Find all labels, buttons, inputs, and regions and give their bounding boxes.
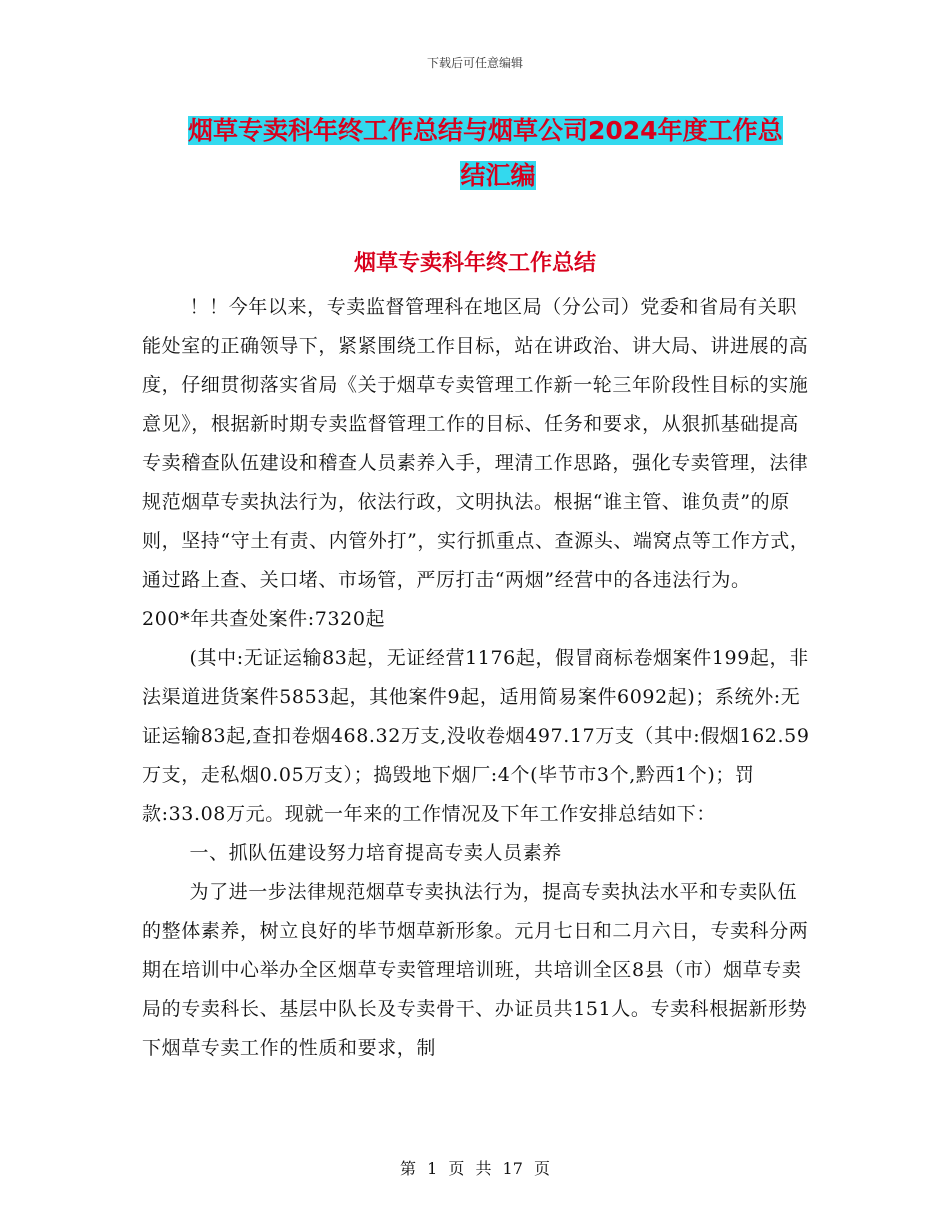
paragraph-case-total: 200*年共查处案件:7320起 (142, 608, 386, 630)
document-title-line-2-text: 结汇编 (460, 161, 536, 190)
document-body (142, 288, 810, 1068)
document-title-line-1 (188, 108, 808, 153)
section-title: 烟草专卖科年终工作总结 (353, 251, 596, 276)
paragraph-intro: ！！今年以来，专卖监督管理科在地区局（分公司）党委和省局有关职能处室的正确领导下，紧紧围绕工作目标，站在讲政治、讲大局、讲进展的高度，仔细贯彻落实省局《关于烟草专卖管理工作新一轮三年阶段性目标的实施意见》，根据新时期专卖监督管理工作的目标、任务和要求，从狠抓基础提高专卖稽查队伍建设和稽查人员素养入手，理清工作思路，强化专卖管理，法律规范烟草专卖执法行为，依法行政，文明执法。根据“谁主管、谁负责”的原则，坚持“守土有责、内管外打”，实行抓重点、查源头、端窝点等工作方式，通过路上查、关口堵、市场管，严厉打击“两烟”经营中的各违法行为。 (142, 296, 810, 591)
document-title-line-2 (188, 153, 808, 198)
paragraph-training: 为了进一步法律规范烟草专卖执法行为，提高专卖执法水平和专卖队伍的整体素养，树立良好的毕节烟草新形象。元月七日和二月六日，专卖科分两期在培训中心举办全区烟草专卖管理培训班，共培训全区8县（市）烟草专卖局的专卖科长、基层中队长及专卖骨干、办证员共151人。专卖科根据新形势下烟草专卖工作的性质和要求，制 (142, 881, 809, 1059)
paragraph-case-breakdown: (其中:无证运输83起，无证经营1176起，假冒商标卷烟案件199起，非法渠道进货案件5853起，其他案件9起，适用简易案件6092起)；系统外:无证运输83起,查扣卷烟468.32万支,没收卷烟497.17万支（其中:假烟162.59万支，走私烟0.05万支）；捣毁地下烟厂:4个(毕节市3个,黔西1个)；罚款:33.08万元。现就一年来的工作情况及下年工作安排总结如下： (142, 647, 810, 825)
document-title-line-1-text: 烟草专卖科年终工作总结与烟草公司2024年度工作总 (188, 116, 783, 145)
paragraph-heading-1: 一、抓队伍建设努力培育提高专卖人员素养 (189, 842, 562, 864)
document-title (188, 108, 808, 198)
header-note: 下载后可任意编辑 (426, 56, 523, 70)
page-footer: 第 1 页 共 17 页 (400, 1159, 550, 1178)
